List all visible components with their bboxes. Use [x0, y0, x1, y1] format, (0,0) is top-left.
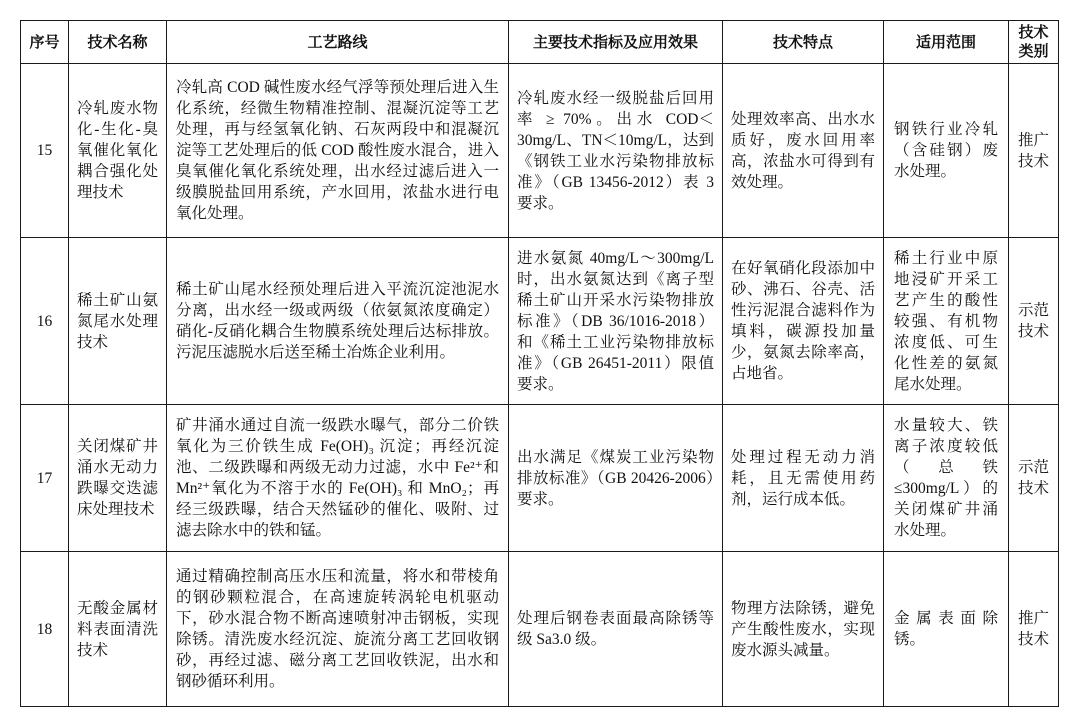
category-cell: 推广技术 — [1009, 64, 1059, 238]
technology-table — [20, 20, 1059, 707]
tech-name-cell: 关闭煤矿井涌水无动力跌曝交迭滤床处理技术 — [69, 405, 167, 552]
features-cell: 处理过程无动力消耗，且无需使用药剂，运行成本低。 — [723, 405, 884, 552]
table-row — [21, 405, 1059, 552]
table-row — [21, 238, 1059, 405]
serial-number-cell: 17 — [21, 405, 69, 552]
header-features: 技术特点 — [723, 21, 884, 64]
header-tech-name: 技术名称 — [69, 21, 167, 64]
tech-name-cell: 稀土矿山氨氮尾水处理技术 — [69, 238, 167, 405]
table-row — [21, 552, 1059, 707]
header-category: 技术类别 — [1009, 21, 1059, 64]
scope-cell: 水量较大、铁离子浓度较低（总铁≤300mg/L）的关闭煤矿井涌水处理。 — [884, 405, 1009, 552]
process-route-cell: 矿井涌水通过自流一级跌水曝气，部分二价铁氧化为三价铁生成 Fe(OH)₃ 沉淀；再经沉淀池、二级跌曝和两级无动力过滤，水中 Fe²⁺和 Mn²⁺氧化为不溶于水的 Fe(OH)₃ 和 MnO₂；再经三级跌曝，结合天然锰砂的催化、吸附、过滤去除水中的铁和锰。 — [167, 405, 509, 552]
scope-cell: 钢铁行业冷轧（含硅钢）废水处理。 — [884, 64, 1009, 238]
category-cell: 示范技术 — [1009, 405, 1059, 552]
header-indicators: 主要技术指标及应用效果 — [509, 21, 723, 64]
indicators-cell: 进水氨氮 40mg/L～300mg/L 时，出水氨氮达到《离子型稀土矿山开采水污染物排放标准》（DB 36/1016-2018）和《稀土工业污染物排放标准》（GB 26451-2011）限值要求。 — [509, 238, 723, 405]
features-cell: 物理方法除锈，避免产生酸性废水，实现废水源头减量。 — [723, 552, 884, 707]
indicators-cell: 出水满足《煤炭工业污染物排放标准》（GB 20426-2006）要求。 — [509, 405, 723, 552]
features-cell: 处理效率高、出水水质好，废水回用率高，浓盐水可得到有效处理。 — [723, 64, 884, 238]
serial-number-cell: 18 — [21, 552, 69, 707]
serial-number-cell: 16 — [21, 238, 69, 405]
process-route-cell: 稀土矿山尾水经预处理后进入平流沉淀池泥水分离，出水经一级或两级（依氨氮浓度确定）硝化-反硝化耦合生物膜系统处理后达标排放。污泥压滤脱水后送至稀土冶炼企业利用。 — [167, 238, 509, 405]
tech-name-cell: 冷轧废水物化-生化-臭氧催化氧化耦合强化处理技术 — [69, 64, 167, 238]
scope-cell: 稀土行业中原地浸矿开采工艺产生的酸性较强、有机物浓度低、可生化性差的氨氮尾水处理。 — [884, 238, 1009, 405]
scope-cell: 金属表面除锈。 — [884, 552, 1009, 707]
indicators-cell: 冷轧废水经一级脱盐后回用率 ≥ 70%。出水 COD＜30mg/L、TN＜10mg/L，达到《钢铁工业水污染物排放标准》（GB 13456-2012）表 3 要求。 — [509, 64, 723, 238]
tech-name-cell: 无酸金属材料表面清洗技术 — [69, 552, 167, 707]
header-scope: 适用范围 — [884, 21, 1009, 64]
header-serial-number: 序号 — [21, 21, 69, 64]
process-route-cell: 通过精确控制高压水压和流量，将水和带棱角的钢砂颗粒混合，在高速旋转涡轮电机驱动下，砂水混合物不断高速喷射冲击钢板，实现除锈。清洗废水经沉淀、旋流分离工艺回收钢砂，再经过滤、磁分离工艺回收铁泥，出水和钢砂循环利用。 — [167, 552, 509, 707]
table-row — [21, 64, 1059, 238]
header-process-route: 工艺路线 — [167, 21, 509, 64]
serial-number-cell: 15 — [21, 64, 69, 238]
category-cell: 推广技术 — [1009, 552, 1059, 707]
table-header-row — [21, 21, 1059, 64]
features-cell: 在好氧硝化段添加中砂、沸石、谷壳、活性污泥混合滤料作为填料，碳源投加量少，氨氮去除率高，占地省。 — [723, 238, 884, 405]
process-route-cell: 冷轧高 COD 碱性废水经气浮等预处理后进入生化系统，经微生物精准控制、混凝沉淀等工艺处理，再与经氢氧化钠、石灰两段中和混凝沉淀等工艺处理后的低 COD 酸性废水混合，进入臭氧催化氧化系统处理，出水经过滤后进入一级膜脱盐回用系统，产水回用，浓盐水进行电氧化处理。 — [167, 64, 509, 238]
indicators-cell: 处理后钢卷表面最高除锈等级 Sa3.0 级。 — [509, 552, 723, 707]
category-cell: 示范技术 — [1009, 238, 1059, 405]
